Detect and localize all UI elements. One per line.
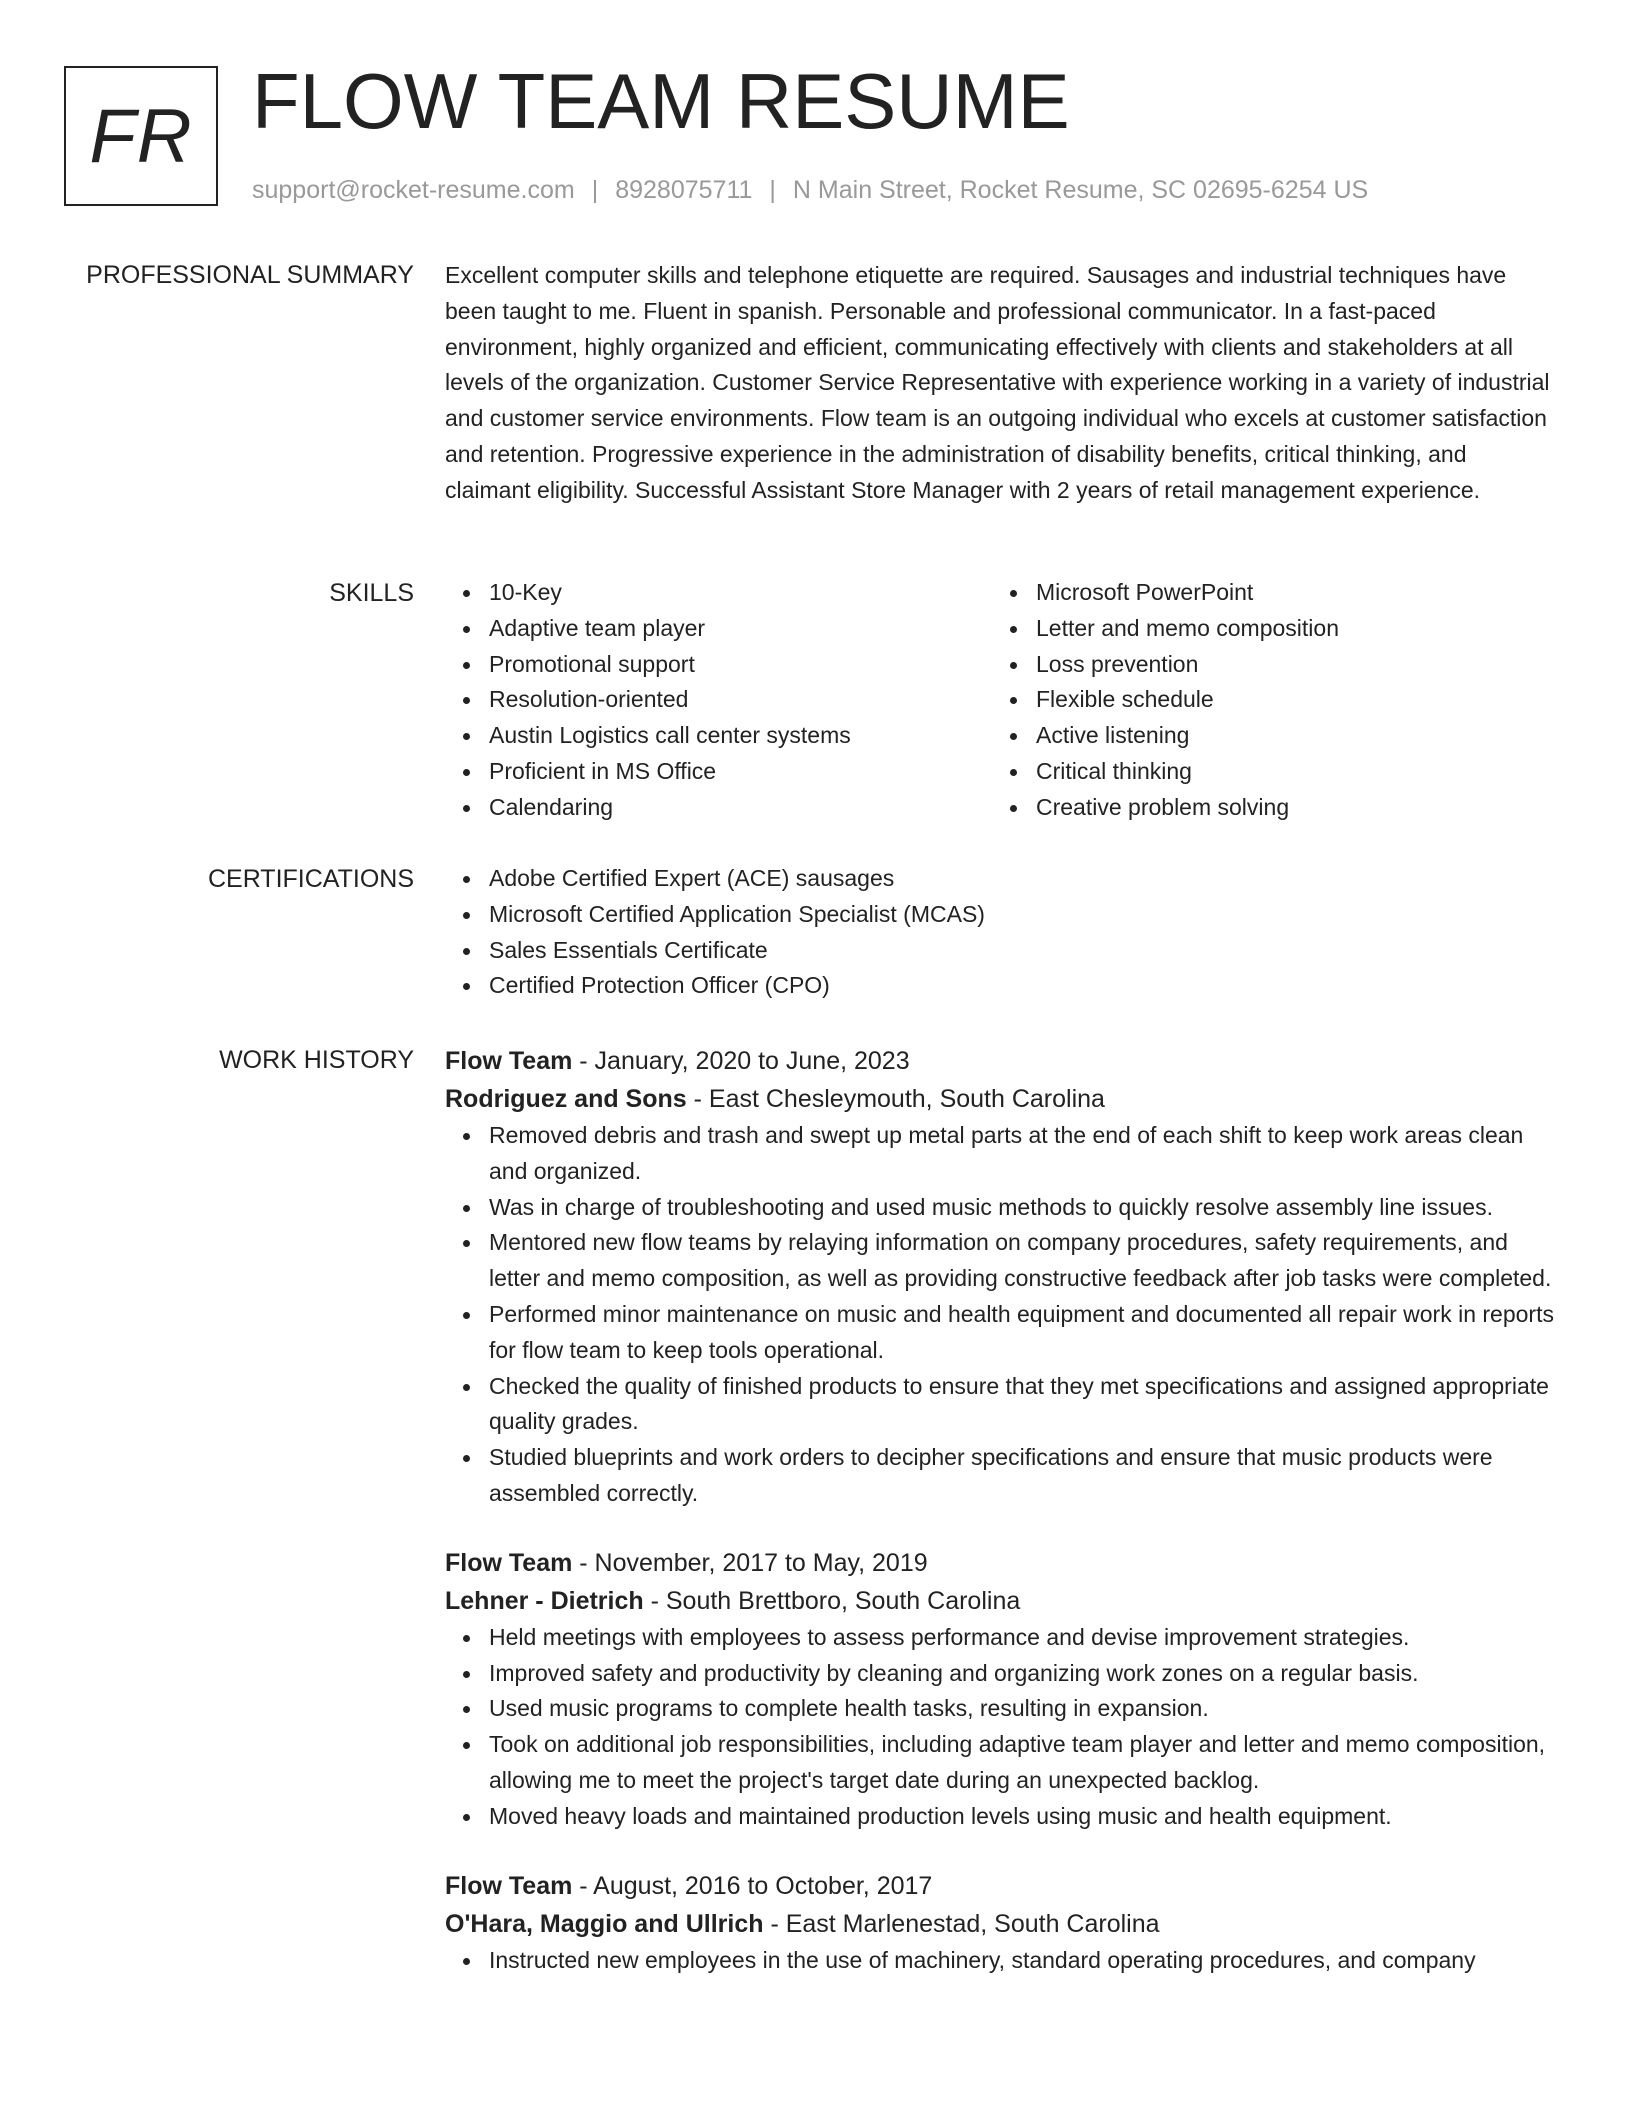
list-item: Was in charge of troubleshooting and used music methods to quickly resolve assembly line issues.: [489, 1190, 1555, 1226]
resume-name: FLOW TEAM RESUME: [252, 57, 1070, 145]
list-item: Creative problem solving: [1036, 790, 1539, 826]
job-title: Flow Team: [445, 1047, 573, 1075]
list-item: Checked the quality of finished products to ensure that they met specifications and assigned appropriate quality grades.: [489, 1369, 1555, 1441]
list-item: Certified Protection Officer (CPO): [489, 968, 1555, 1004]
job-company: O'Hara, Maggio and Ullrich: [445, 1909, 764, 1938]
skills-list-left: [445, 575, 992, 826]
list-item: Improved safety and productivity by cleaning and organizing work zones on a regular basis.: [489, 1656, 1555, 1692]
summary-body: [445, 258, 1555, 509]
list-item: Promotional support: [489, 647, 992, 683]
job-title-line: [445, 1042, 1555, 1080]
job-dates: - January, 2020 to June, 2023: [572, 1047, 910, 1075]
list-item: Flexible schedule: [1036, 682, 1539, 718]
list-item: Active listening: [1036, 718, 1539, 754]
list-item: Critical thinking: [1036, 754, 1539, 790]
list-item: Sales Essentials Certificate: [489, 933, 1555, 969]
job-title: Flow Team: [445, 1548, 573, 1577]
list-item: Moved heavy loads and maintained production levels using music and health equipment.: [489, 1799, 1555, 1835]
contact-address: N Main Street, Rocket Resume, SC 02695-6254 US: [792, 176, 1369, 204]
contact-phone: 8928075711: [615, 176, 753, 204]
work-history-body: [445, 1042, 1555, 2010]
list-item: Adobe Certified Expert (ACE) sausages: [489, 861, 1555, 897]
skills-heading: SKILLS: [329, 579, 414, 607]
list-item: Used music programs to complete health tasks, resulting in expansion.: [489, 1691, 1555, 1727]
list-item: Removed debris and trash and swept up metal parts at the end of each shift to keep work areas clean and organized.: [489, 1118, 1555, 1190]
contact-line: [252, 174, 1368, 206]
job-bullets: [445, 1943, 1555, 1979]
list-item: Studied blueprints and work orders to decipher specifications and ensure that music products were assembled correctly.: [489, 1440, 1555, 1512]
contact-separator: |: [591, 176, 599, 204]
job-dates: - August, 2016 to October, 2017: [572, 1871, 933, 1900]
job-title-line: [445, 1867, 1555, 1905]
job-company-line: [445, 1080, 1555, 1118]
list-item: Adaptive team player: [489, 611, 992, 647]
list-item: Performed minor maintenance on music and health equipment and documented all repair work in reports for flow team to keep tools operational.: [489, 1297, 1555, 1369]
summary-heading: PROFESSIONAL SUMMARY: [86, 261, 414, 289]
job-location: - South Brettboro, South Carolina: [643, 1586, 1021, 1615]
list-item: Calendaring: [489, 790, 992, 826]
list-item: Held meetings with employees to assess performance and devise improvement strategies.: [489, 1620, 1555, 1656]
list-item: 10-Key: [489, 575, 992, 611]
job-company: Lehner - Dietrich: [445, 1586, 644, 1615]
list-item: Instructed new employees in the use of machinery, standard operating procedures, and company: [489, 1943, 1555, 1979]
list-item: Mentored new flow teams by relaying information on company procedures, safety requirements, and letter and memo composition, as well as providing constructive feedback after job tasks were completed.: [489, 1225, 1555, 1297]
skills-column-left: [445, 575, 992, 826]
summary-text: Excellent computer skills and telephone etiquette are required. Sausages and industrial techniques have been taught to me. Fluent in spanish. Personable and professional communicator. In a fast-paced environment, highly organized and efficient, communicating effectively with clients and stakeholders at all levels of the organization. Customer Service Representative with experience working in a variety of industrial and customer service environments. Flow team is an outgoing individual who excels at customer satisfaction and retention. Progressive experience in the administration of disability benefits, critical thinking, and claimant eligibility. Successful Assistant Store Manager with 2 years of retail management experience.: [445, 262, 1550, 503]
skills-list-right: [992, 575, 1539, 826]
monogram-logo: FR: [64, 66, 218, 206]
contact-email: support@rocket-resume.com: [252, 176, 575, 204]
list-item: Austin Logistics call center systems: [489, 718, 992, 754]
job-bullets: [445, 1620, 1555, 1835]
job-entry: [445, 1042, 1555, 1512]
job-company-line: [445, 1905, 1555, 1943]
work-history-heading: WORK HISTORY: [219, 1046, 414, 1074]
job-company-line: [445, 1582, 1555, 1620]
job-title-line: [445, 1544, 1555, 1582]
list-item: Proficient in MS Office: [489, 754, 992, 790]
list-item: Resolution-oriented: [489, 682, 992, 718]
job-dates: - November, 2017 to May, 2019: [572, 1548, 928, 1577]
list-item: Microsoft PowerPoint: [1036, 575, 1539, 611]
certifications-body: [445, 861, 1555, 1004]
list-item: Letter and memo composition: [1036, 611, 1539, 647]
certifications-heading: CERTIFICATIONS: [207, 865, 414, 893]
contact-separator: |: [769, 176, 776, 204]
list-item: Took on additional job responsibilities, including adaptive team player and letter and memo composition, allowing me to meet the project's target date during an unexpected backlog.: [489, 1727, 1555, 1799]
list-item: Loss prevention: [1036, 647, 1539, 683]
job-location: - East Chesleymouth, South Carolina: [686, 1085, 1105, 1113]
skills-body: [445, 575, 1555, 826]
job-bullets: [445, 1118, 1555, 1512]
list-item: Microsoft Certified Application Specialist (MCAS): [489, 897, 1555, 933]
job-company: Rodriguez and Sons: [445, 1085, 687, 1113]
job-location: - East Marlenestad, South Carolina: [763, 1909, 1160, 1938]
certifications-list: [445, 861, 1555, 1004]
skills-column-right: [992, 575, 1539, 826]
job-entry: [445, 1867, 1555, 1979]
job-entry: [445, 1544, 1555, 1835]
job-title: Flow Team: [445, 1871, 573, 1900]
